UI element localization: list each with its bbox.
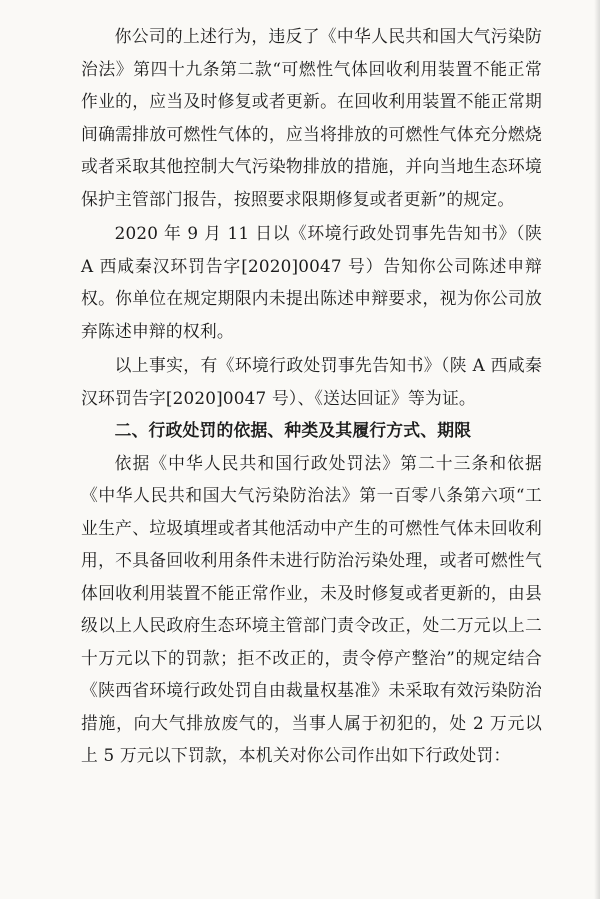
violation-paragraph: 你公司的上述行为，违反了《中华人民共和国大气污染防治法》第四十九条第二款“可燃性气体回收利用装置不能正常作业的，应当及时修复或者更新。在回收利用装置不能正常期间确需排放可燃性气体的，应当将排放的可燃性气体充分燃烧或者采取其他控制大气污染物排放的措施，并向当地生态环境保护主管部门报告，按照要求限期修复或者更新”的规定。 <box>81 26 542 209</box>
section-heading: 二、行政处罚的依据、种类及其履行方式、期限 <box>114 420 472 440</box>
evidence-paragraph: 以上事实，有《环境行政处罚事先告知书》（陕 A 西咸秦汉环罚告字[2020]0047 号）、《送达回证》等为证。 <box>81 355 542 408</box>
notification-paragraph: 2020 年 9 月 11 日以《环境行政处罚事先告知书》（陕 A 西咸秦汉环罚告字[2020]0047 号）告知你公司陈述申辩权。你单位在规定期限内未提出陈述申辩要求，视为你公司放弃陈述申辩的权利。 <box>81 223 542 341</box>
penalty-basis-paragraph: 依据《中华人民共和国行政处罚法》第二十三条和依据《中华人民共和国大气污染防治法》第一百零八条第六项“工业生产、垃圾填埋或者其他活动中产生的可燃性气体未回收利用，不具备回收利用条件未进行防治污染处理，或者可燃性气体回收利用装置不能正常作业，未及时修复或者更新的，由县级以上人民政府生态环境主管部门责令改正，处二万元以上二十万元以下的罚款；拒不改正的，责令停产整治”的规定结合《陕西省环境行政处罚自由裁量权基准》未采取有效污染防治措施，向大气排放废气的，当事人属于初犯的，处 2 万元以上 5 万元以下罚款，本机关对你公司作出如下行政处罚： <box>81 452 542 765</box>
